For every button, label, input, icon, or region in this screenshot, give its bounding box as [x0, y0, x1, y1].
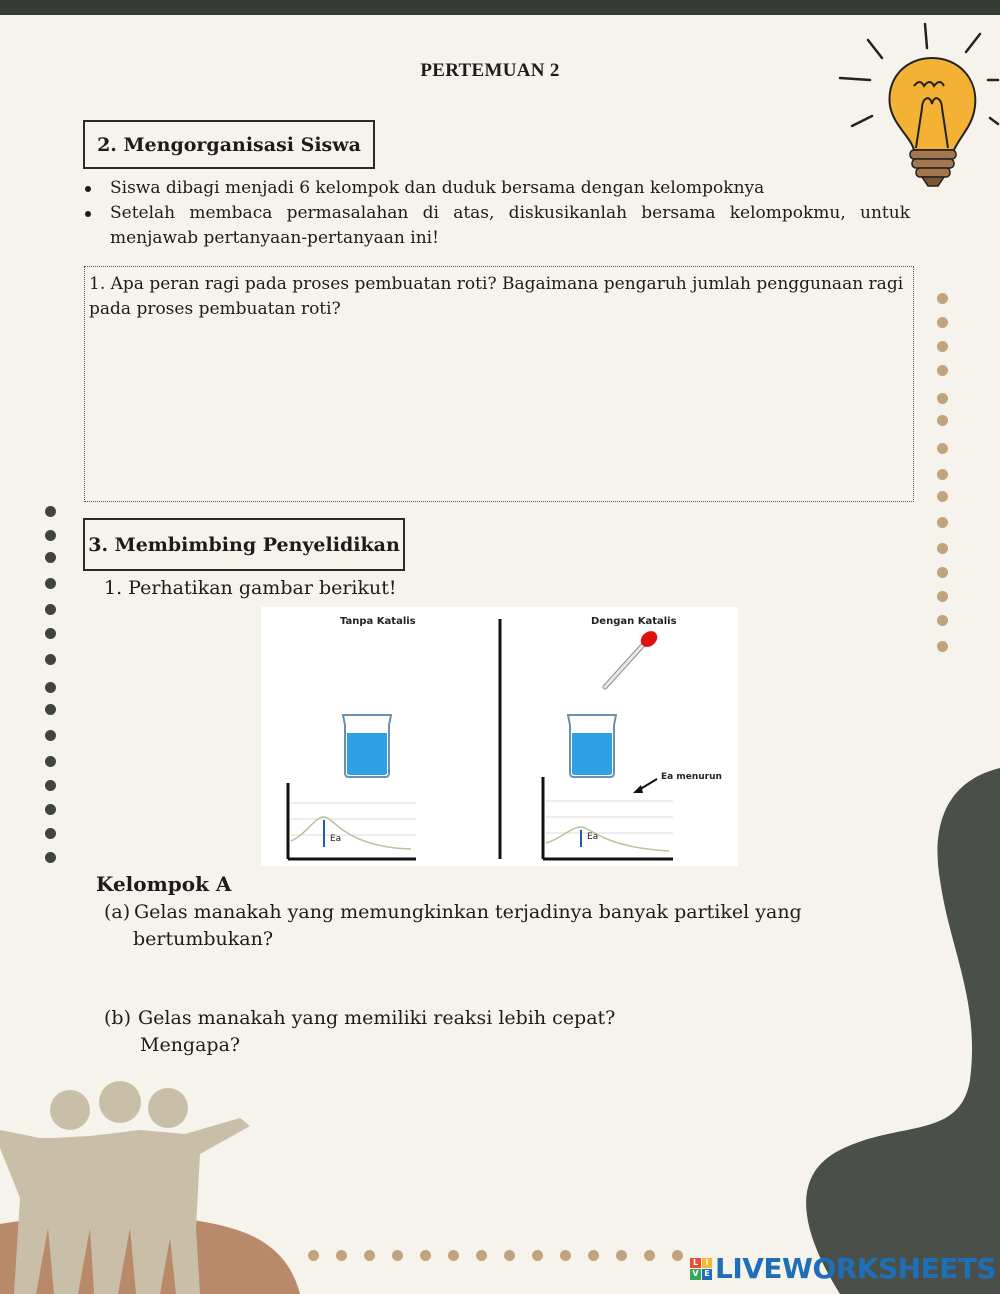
top-bar [0, 0, 1000, 15]
beaker-left-icon [343, 715, 391, 777]
section-3-heading [83, 518, 405, 571]
ea-label-right: Ea [587, 832, 599, 842]
catalyst-figure [261, 607, 738, 866]
instruction-list [80, 176, 910, 251]
bottom-dot-row [308, 1250, 708, 1264]
energy-graph-left [288, 783, 416, 859]
right-dot-column [937, 293, 951, 653]
question-a-label: (a) [104, 901, 131, 923]
figure-drawing [261, 607, 738, 866]
left-dot-column [45, 506, 59, 866]
section-2-heading-text: 2. Mengorganisasi Siswa [97, 133, 361, 156]
people-group-icon [0, 1078, 260, 1294]
question-b-line-2: Mengapa? [140, 1034, 241, 1056]
dropper-icon [605, 628, 660, 687]
ea-decrease-arrow-icon [633, 779, 657, 793]
group-title: Kelompok A [96, 872, 232, 896]
left-panel-label: Tanpa Katalis [340, 616, 416, 627]
question-1-text: 1. Apa peran ragi pada proses pembuatan roti? Bagaimana pengaruh jumlah penggunaan ragi pada proses pembuatan roti? [89, 274, 904, 319]
list-item: Setelah membaca permasalahan di atas, diskusikanlah bersama kelompokmu, untuk menjawab pertanyaan-pertanyaan ini! [80, 201, 910, 251]
answer-box-question-1[interactable] [84, 266, 914, 502]
question-a-line-1: Gelas manakah yang memungkinkan terjadinya banyak partikel yang [134, 901, 802, 923]
question-a [104, 899, 864, 953]
watermark-text: LIVEWORKSHEETS [715, 1252, 997, 1285]
energy-graph-right [543, 777, 673, 859]
question-b-label: (b) [104, 1007, 131, 1029]
figure-instruction: 1. Perhatikan gambar berikut! [104, 577, 397, 599]
section-3-heading-text: 3. Membimbing Penyelidikan [88, 533, 400, 556]
ea-note: Ea menurun [661, 772, 722, 782]
page-title: PERTEMUAN 2 [420, 60, 560, 81]
question-b [104, 1005, 864, 1059]
section-2-heading [83, 120, 375, 169]
list-item: Siswa dibagi menjadi 6 kelompok dan duduk bersama dengan kelompoknya [80, 176, 910, 201]
question-b-line-1: Gelas manakah yang memiliki reaksi lebih cepat? [138, 1007, 616, 1029]
light-bulb-icon [830, 18, 1000, 198]
ea-label-left: Ea [330, 834, 342, 844]
beaker-right-icon [568, 715, 616, 777]
liveworksheets-logo-icon: L I V E [690, 1258, 712, 1280]
right-panel-label: Dengan Katalis [591, 616, 677, 627]
liveworksheets-watermark [690, 1252, 996, 1285]
question-a-line-2: bertumbukan? [133, 928, 274, 950]
